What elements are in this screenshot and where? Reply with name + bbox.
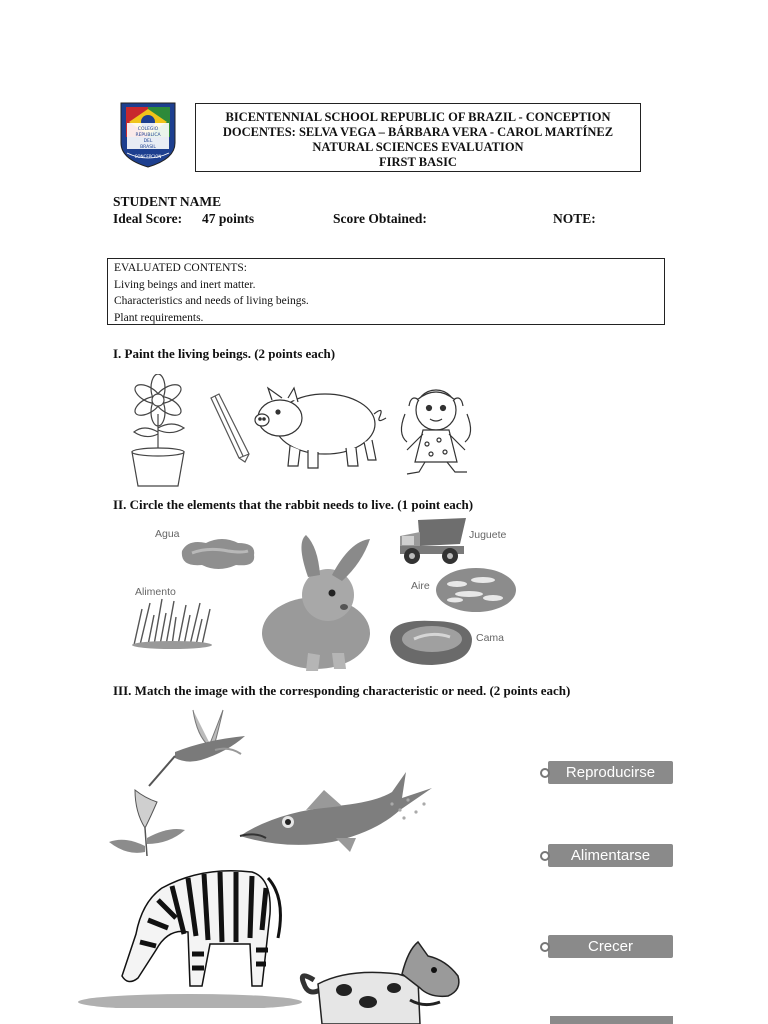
contents-title: EVALUATED CONTENTS: [114, 262, 247, 274]
zebra-grazing-image [72, 858, 302, 1008]
tag-crecer[interactable] [540, 934, 673, 959]
student-name-label: STUDENT NAME [113, 194, 222, 209]
tag-hole-icon [540, 851, 550, 861]
tag-label: Reproducirse [548, 761, 673, 784]
school-logo [117, 97, 179, 169]
tag-hole-icon [540, 768, 550, 778]
score-obtained-label: Score Obtained: [333, 211, 427, 226]
tag-label: Alimentarse [548, 844, 673, 867]
label-juguete: Juguete [469, 529, 507, 541]
water-puddle-image [178, 535, 258, 573]
label-alimento: Alimento [135, 586, 176, 598]
svg-text:DEL: DEL [143, 139, 153, 144]
svg-text:BRASIL: BRASIL [140, 145, 156, 150]
school-header [195, 103, 641, 172]
dog-image [298, 940, 468, 1024]
air-clouds-image [435, 566, 517, 614]
svg-text:COLEGIO: COLEGIO [137, 127, 159, 132]
tag-hole-icon [540, 942, 550, 952]
label-agua: Agua [155, 528, 180, 540]
section-three-title: III. Match the image with the corresponding characteristic or need. (2 points each) [113, 683, 571, 698]
tag-reproducirse[interactable] [540, 760, 673, 785]
tag-partial [550, 1016, 673, 1024]
flower-pot-image [122, 374, 194, 490]
tag-alimentarse[interactable] [540, 843, 673, 868]
note-label: NOTE: [553, 211, 596, 226]
header-school-name: BICENTENNIAL SCHOOL REPUBLIC OF BRAZIL - CONCEPTION [225, 110, 611, 124]
pet-bed-image [388, 615, 474, 669]
ideal-score-label: Ideal Score: [113, 211, 183, 226]
label-cama: Cama [476, 632, 505, 644]
tag-label: Crecer [548, 935, 673, 958]
grass-food-image [128, 595, 216, 649]
header-teachers: DOCENTES: SELVA VEGA – BÁRBARA VERA - CAROL MARTÍNEZ [222, 125, 614, 139]
pencil-image [205, 392, 255, 464]
ideal-score-value: 47 points [202, 211, 255, 226]
header-evaluation: NATURAL SCIENCES EVALUATION [312, 140, 524, 154]
section-two-title: II. Circle the elements that the rabbit needs to live. (1 point each) [113, 497, 474, 512]
section-one-title: I. Paint the living beings. (2 points each) [113, 346, 336, 361]
contents-item: Plant requirements. [114, 311, 204, 324]
label-aire: Aire [411, 580, 430, 592]
evaluated-contents-box [107, 258, 665, 325]
contents-item: Characteristics and needs of living beings. [114, 295, 309, 307]
svg-text:CONCEPCION: CONCEPCION [134, 154, 162, 159]
svg-text:REPUBLICA: REPUBLICA [135, 133, 161, 138]
toy-truck-image [398, 514, 468, 566]
contents-item: Living beings and inert matter. [114, 278, 256, 291]
header-grade: FIRST BASIC [379, 155, 457, 169]
fish-eating-image [236, 752, 436, 856]
pig-image [250, 384, 390, 474]
doll-image [393, 384, 479, 478]
rabbit-image [258, 533, 378, 673]
